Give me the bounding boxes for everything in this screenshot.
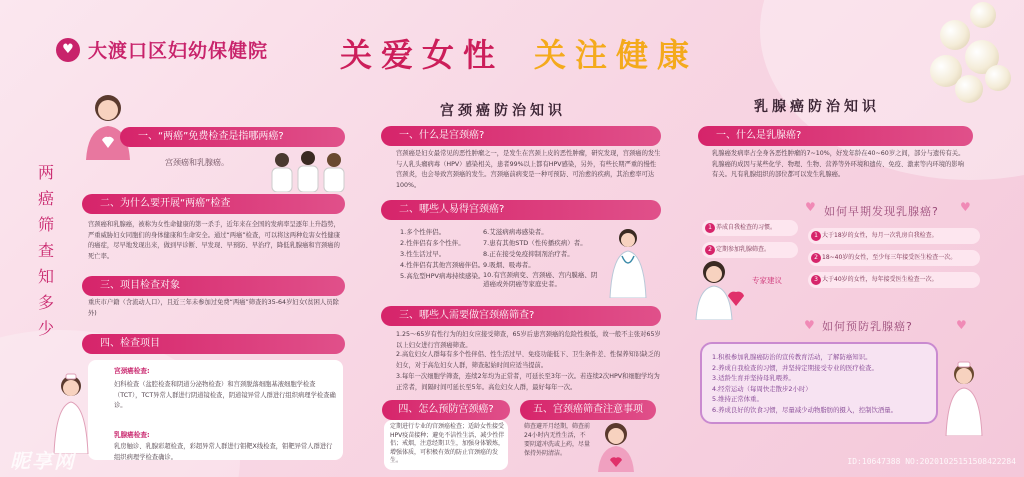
- prevention-item: 5.维持正常体重。: [712, 395, 763, 403]
- left-doctors-caption: 宫颈癌和乳腺癌。: [165, 158, 229, 167]
- prevention-item: 4.经常运动（每周快走散步2小时）: [712, 384, 812, 393]
- middle-heading-4: 四、怎么预防宫颈癌?: [382, 400, 510, 420]
- vertical-title-char: 两: [37, 163, 54, 182]
- check-breast-text: 乳房触诊、乳腺彩超检查，彩超异常人群进行钼靶X线检查，钼靶异常人群进行组织病理学检查确诊。: [114, 443, 333, 461]
- pearl-decoration: [940, 20, 970, 50]
- middle-paragraph-3a: 1.25～65岁有性行为的妇女应接受筛查，65岁后患宫颈癌的危险性极低，故一般不主张对65岁以上妇女进行宫颈癌筛查。: [396, 331, 661, 349]
- main-title: [340, 30, 698, 76]
- female-doctor-illustration: [694, 258, 746, 320]
- number-badge-icon: 3: [811, 275, 821, 285]
- vertical-title-char: 癌: [37, 189, 54, 208]
- doctors-team-illustration: [268, 150, 348, 192]
- risk-item: 9.吸烟、吸毒者。: [483, 261, 535, 269]
- number-badge-icon: 1: [705, 223, 715, 233]
- expert-advice-label: 专家建议: [752, 276, 782, 285]
- hospital-logo-icon: ♥: [56, 38, 80, 62]
- left-check-items-panel: [88, 360, 343, 460]
- risk-item: 1.多个性伴侣。: [400, 228, 446, 236]
- check-sub-breast: 乳腺癌检查:: [114, 431, 150, 439]
- nurse-illustration: [48, 372, 94, 454]
- main-title-part-2: 关注健康: [534, 36, 699, 74]
- doctor-illustration: [606, 226, 650, 298]
- right-paragraph-1: 乳腺癌发病率占全身各恶性肿瘤的7~10%，好发年龄在40~60岁之间，部分与遗传有关。乳腺癌的成因与某些化学、物理、生物、营养等外环境和遗传、免疫、激素等内环境的影响有关。凡有乳腺组织的部位都可以发生乳腺癌。: [712, 150, 965, 178]
- left-heading-2: 二、为什么要开展“两癌”检查: [82, 194, 345, 214]
- pearl-decoration: [955, 75, 983, 103]
- early-left-item-text: 养成自我检查的习惯。: [716, 224, 777, 231]
- left-heading-3: 三、项目检查对象: [82, 276, 345, 296]
- vertical-title-char: 知: [37, 267, 54, 286]
- pearl-decoration: [970, 2, 996, 28]
- vertical-title-char: 少: [37, 319, 54, 338]
- nurse-heart-illustration: [78, 88, 138, 160]
- check-sub-cervical: 宫颈癌检查:: [114, 367, 150, 375]
- early-right-item-text: 大于40岁的女性，每年接受医生检查一次。: [822, 276, 938, 283]
- woman-heart-illustration: [592, 420, 640, 472]
- risk-list-right: [483, 227, 601, 289]
- vertical-title-char: 筛: [37, 215, 54, 234]
- prevention-item: 1.积极参加乳腺癌防治的宣传教育活动，了解防癌知识。: [712, 353, 872, 361]
- prevention-item: 3.适龄生育并坚持母乳喂养。: [712, 374, 795, 382]
- number-badge-icon: 1: [811, 231, 821, 241]
- vertical-title-char: 多: [37, 293, 54, 312]
- check-cervical-text: 妇科检查（盆腔检查和阴道分泌物检查）和宫颈脱落细胞基液细胞学检查（TCT），TCT异常人群进行阴道镜检查，阴道镜异常人群进行组织病理学检查确诊。: [114, 381, 336, 409]
- middle-paragraph-3c: 3.每年一次细胞学筛查，连续2年均为正常者，可延长至3年一次。若连续2次HPV和细胞学均为正常者，间隔时间可延长至5年。高危妇女人群，最好每年一次。: [396, 373, 660, 391]
- risk-item: 6.艾滋病病毒感染者。: [483, 228, 548, 236]
- early-right-item-text: 大于18岁的女性，每月一次乳房自我检查。: [822, 232, 938, 239]
- middle-heading-1: 一、什么是宫颈癌?: [381, 126, 661, 146]
- number-badge-icon: 2: [705, 245, 715, 255]
- middle-heading-3: 三、哪些人需要做宫颈癌筛查?: [381, 306, 661, 326]
- early-right-item-text: 18~40岁的女性，至少每三年接受医生检查一次。: [822, 254, 957, 261]
- hospital-name: 大渡口区妇幼保健院: [88, 40, 269, 62]
- heart-icon: ♥: [804, 318, 815, 332]
- heart-icon: ♥: [960, 200, 971, 214]
- watermark-logo: 昵享网: [10, 449, 76, 473]
- early-detection-question: 如何早期发现乳腺癌?: [824, 205, 939, 218]
- breast-section-title: 乳腺癌防治知识: [754, 99, 880, 115]
- risk-item: 7.患有其他STD（性传播疾病）者。: [483, 239, 587, 247]
- prevention-item: 6.养成良好的饮食习惯，尽量减少动物脂肪的摄入，控制饮酒量。: [712, 405, 898, 414]
- left-paragraph-3: 重庆市户籍（含流动人口），且近三年未参加过免费“两癌”筛查的35-64岁妇女(贫困人员除外): [88, 299, 339, 317]
- breast-prevention-list: [700, 342, 938, 424]
- number-badge-icon: 2: [811, 253, 821, 263]
- middle-paragraph-3b: 2.高危妇女人群每有多个性伴侣、性生活过早、免疫功能低下、卫生条件差、性保养知识缺乏的妇女，对于高危妇女人群，筛查起始时间应适当提前。: [396, 351, 661, 369]
- heart-icon: ♥: [805, 200, 816, 214]
- prevention-item: 2.养成自我检查的习惯，并坚持定期接受专业的医疗检查。: [712, 363, 878, 372]
- early-left-item: [702, 220, 798, 236]
- middle-paragraph-5: 筛查避开月经期，筛查前24小时内无性生活，不要阴道冲洗或上药，尽量保持外阴清洁。: [524, 423, 591, 457]
- watermark-id: ID:10647388 NO:20201025151508422284: [847, 457, 1016, 466]
- pearl-decoration: [985, 65, 1011, 91]
- risk-item: 2.性伴侣有多个性伴。: [400, 239, 465, 247]
- early-left-item-text: 定期参加乳腺筛查。: [716, 246, 771, 253]
- risk-list-left: [400, 227, 484, 282]
- vertical-title: [35, 160, 57, 342]
- prevention-panel: [384, 420, 508, 470]
- risk-item: 8.正在接受免疫抑制剂治疗者。: [483, 250, 574, 258]
- vertical-title-char: 查: [37, 241, 54, 260]
- early-left-item: [702, 242, 798, 258]
- middle-paragraph-4: 定期进行专业的宫颈癌检查；适龄女性接受HPV疫苗接种；避免不洁性生活，减少性伴侣；戒烟，注意经期卫生，加强身体锻炼，增强体质，可积极有效的防止宫颈癌的发生。: [390, 423, 505, 464]
- risk-item: 10.有宫颈病变、宫颈癌、宫内膜癌、阴道癌或外阴癌等家庭史者。: [483, 271, 598, 288]
- early-right-item: [808, 228, 980, 244]
- risk-item: 5.高危型HPV病毒持续感染。: [400, 272, 485, 280]
- prevention-question: 如何预防乳腺癌?: [822, 320, 913, 333]
- left-heading-4: 四、检查项目: [82, 334, 345, 354]
- cervical-section-title: 宫颈癌防治知识: [440, 103, 566, 119]
- hospital-logo: [56, 36, 268, 63]
- early-right-item: [808, 250, 980, 266]
- heart-icon: ♥: [956, 318, 967, 332]
- main-title-part-1: 关爱女性: [340, 36, 505, 74]
- risk-item: 3.性生活过早。: [400, 250, 446, 258]
- early-right-item: [808, 272, 980, 288]
- right-heading-1: 一、什么是乳腺癌?: [698, 126, 973, 146]
- left-heading-1: 一、“两癌”免费检查是指哪两癌?: [120, 127, 345, 147]
- middle-heading-5: 五、宫颈癌筛查注意事项: [520, 400, 656, 420]
- risk-item: 4.性伴侣有其他宫颈癌伴侣。: [400, 261, 485, 269]
- middle-paragraph-1: 宫颈癌是妇女最常见的恶性肿瘤之一，是发生在宫颈上皮的恶性肿瘤，研究发现，宫颈癌的发生与人乳头瘤病毒（HPV）感染相关，患者99%以上都有HPV感染，另外，有些长期严重的慢性宫颈炎，也会导致宫颈癌的发生。宫颈癌前病变是一种可预防、可治愈的疾病，其治愈率可达100%。: [396, 150, 661, 189]
- middle-heading-2: 二、哪些人易得宫颈癌?: [381, 200, 661, 220]
- nurse-right-illustration: [940, 360, 988, 436]
- left-paragraph-2: 宫颈癌和乳腺癌，被称为女性命健康的第一杀手，近年来在全国的发病率呈逐年上升趋势，严重威胁妇女同胞们的身体健康和生命安全。通过“两癌”检查，可以将这两种危害女性健康的癌症，尽早地发现出来，做到早诊断、早发现、早预防、早治疗，降低乳腺癌和宫颈癌的死亡率。: [88, 221, 341, 260]
